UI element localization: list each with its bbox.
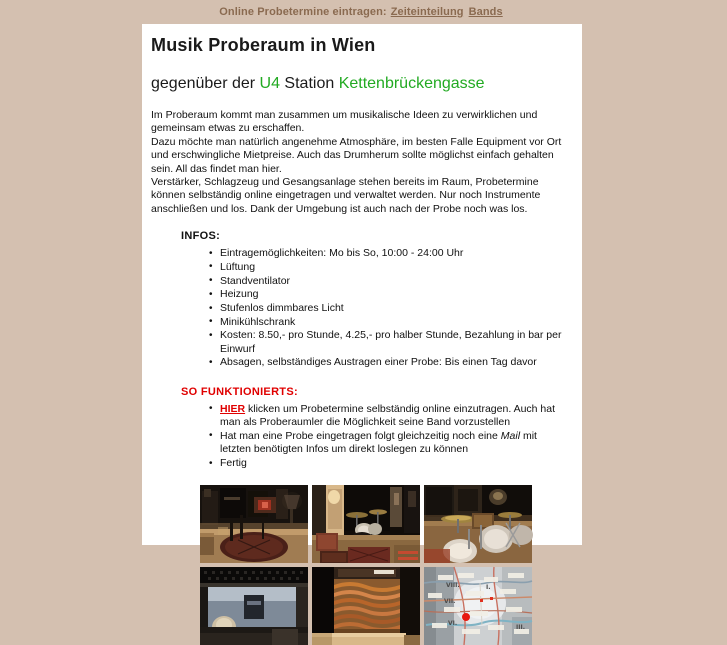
subtitle-middle: Station xyxy=(279,75,339,92)
topbar-label: Online Probetermine eintragen: xyxy=(219,6,387,18)
topbar xyxy=(0,0,727,24)
svg-text:VI.: VI. xyxy=(448,619,458,627)
list-item: • Kosten: 8.50,- pro Stunde, 4.25,- pro halber Stunde, Bezahlung in bar per Einwurf xyxy=(209,329,568,355)
subtitle-station-name: Kettenbrückengasse xyxy=(338,75,485,92)
list-item: • Fertig xyxy=(209,457,568,470)
svg-text:VIII.: VIII. xyxy=(446,581,460,589)
photo-gallery xyxy=(200,485,536,645)
intro-paragraph-1: Im Proberaum kommt man zusammen um musikalische Ideen zu verwirklichen und gemeinsam etwas zu erschaffen. xyxy=(151,109,538,135)
page-title: Musik Proberaum in Wien xyxy=(151,35,376,55)
intro-paragraph-3: Verstärker, Schlagzeug und Gesangsanlage stehen bereits im Raum, Probetermine können selbständig online eingetragen und verwaltet werden. Nur noch Instrumente anschließen und los. Dank der Umgebung ist auch nach der Probe noch was los. xyxy=(151,176,541,215)
list-item: • Eintragemöglichkeiten: Mo bis So, 10:00 - 24:00 Uhr xyxy=(209,247,568,260)
photo-guitar-amp-cabinet[interactable] xyxy=(312,567,420,645)
intro-paragraph-2: Dazu möchte man natürlich angenehme Atmosphäre, im besten Falle Equipment vor Ort und erschwingliche Mietpreise. Auch das Drumherum sollte möglichst einfach gehalten sein. All das findet man hier. xyxy=(151,135,562,175)
svg-text:VII.: VII. xyxy=(444,597,456,605)
list-item xyxy=(209,430,568,456)
infos-list xyxy=(151,247,568,369)
howto-step-2-post: mit letzten benötigten Infos um direkt loslegen zu können xyxy=(220,429,537,456)
photo-rehearsal-room-wide[interactable] xyxy=(200,485,308,563)
svg-text:I.: I. xyxy=(486,583,491,591)
subtitle-prefix: gegenüber der xyxy=(151,75,260,92)
list-item: • Standventilator xyxy=(209,275,568,288)
photo-vienna-district-map[interactable] xyxy=(424,567,532,645)
svg-text:III.: III. xyxy=(516,623,525,631)
list-item: • Heizung xyxy=(209,288,568,301)
topbar-link-bands[interactable]: Bands xyxy=(468,6,503,18)
content-sheet xyxy=(142,24,582,631)
list-item: • Absagen, selbständiges Austragen einer Probe: Bis einen Tag davor xyxy=(209,356,568,369)
photo-drumkit-corner[interactable] xyxy=(312,485,420,563)
list-item: • Stufenlos dimmbares Licht xyxy=(209,302,568,315)
gallery-row-1 xyxy=(200,485,536,563)
gallery-row-2 xyxy=(200,567,536,645)
infos-heading: INFOS: xyxy=(181,230,221,243)
howto-step-1-text: klicken um Probetermine selbständig online einzutragen. Auch hat man als Proberaumler die Möglichkeit seine Band vorzustellen xyxy=(220,402,556,428)
howto-heading: SO FUNKTIONIERTS: xyxy=(181,385,298,398)
photo-drumkit-closeup[interactable] xyxy=(424,485,532,563)
page-subtitle xyxy=(151,75,568,93)
howto-step-2-emphasis: Mail xyxy=(500,429,521,442)
photo-acoustic-panel-window[interactable] xyxy=(200,567,308,645)
subtitle-metro-line: U4 xyxy=(259,75,280,92)
list-item: • Minikühlschrank xyxy=(209,316,568,329)
topbar-link-zeiteinteilung[interactable]: Zeiteinteilung xyxy=(390,6,464,18)
hier-link[interactable]: HIER xyxy=(220,402,246,415)
howto-step-2-pre: Hat man eine Probe eingetragen folgt gleichzeitig noch eine xyxy=(220,429,501,442)
list-item: • Lüftung xyxy=(209,261,568,274)
list-item xyxy=(209,403,568,429)
howto-list xyxy=(151,403,568,471)
